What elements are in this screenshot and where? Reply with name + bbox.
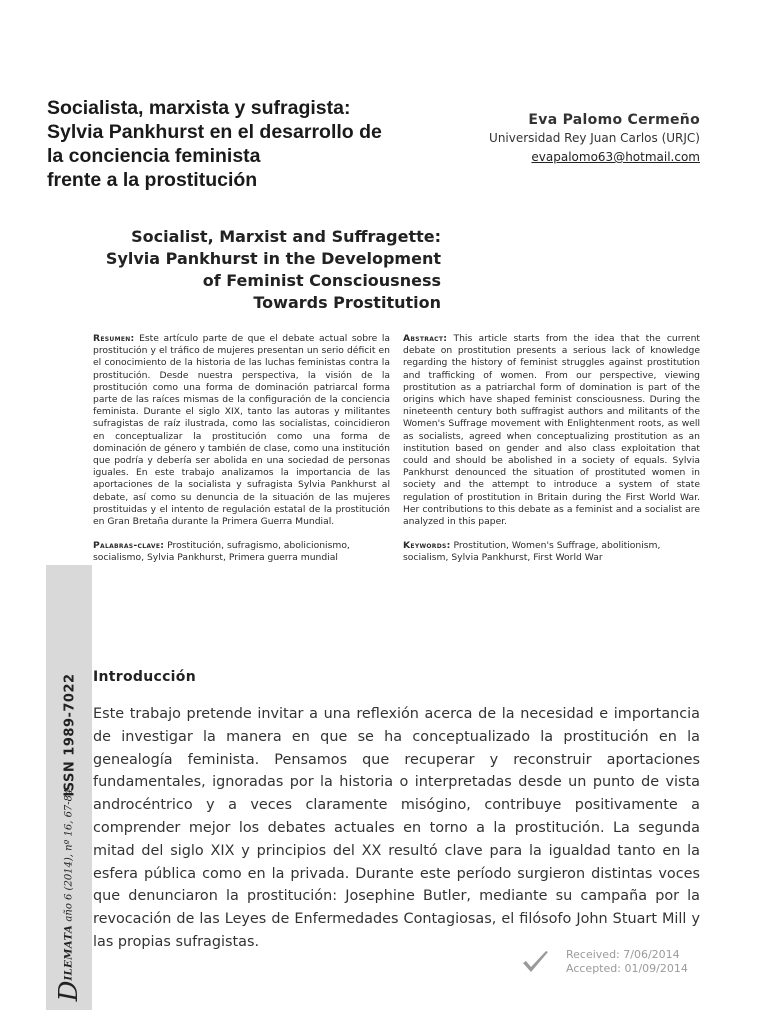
journal-issue-info: año 6 (2014), nº 16, 67-84 — [63, 788, 75, 922]
english-title-line: of Feminist Consciousness — [202, 271, 441, 290]
keywords-text: Prostitution, Women's Suffrage, abolitionism, socialism, Sylvia Pankhurst, First World War — [403, 540, 661, 564]
spanish-title-line: la conciencia feminista — [47, 145, 261, 167]
introduccion-body: Este trabajo pretende invitar a una reflexión acerca de la necesidad e importancia de investigar la manera en que se ha conceptualizado la prostitución en la genealogía feminista. Pensamos que recuperar y reconstruir aportaciones fundamentales, ignoradas por la historia o interpretadas desde un punto de vista androcéntrico y a veces claramente misógino, contribuye positivamente a comprender mejor los debates actuales en torno a la prostitución. La segunda mitad del siglo XIX y principios del XX resultó clave para la igualdad tanto en la esfera pública como en la privada. Durante este período surgieron distintas voces que denunciaron la prostitución: Josephine Butler, mediante su campaña por la revocación de las Leyes de Enfermedades Contagiosas, el filósofo John Stuart Mill y las propias sufragistas. — [93, 706, 700, 950]
abstract-paragraph — [403, 333, 700, 528]
keywords-label: Keywords: — [403, 540, 451, 552]
journal-info-container — [48, 780, 90, 1010]
spanish-abstract-column — [93, 333, 390, 565]
introduccion-heading: Introducción — [93, 669, 196, 685]
resumen-paragraph — [93, 333, 390, 528]
english-title-line: Sylvia Pankhurst in the Development — [105, 249, 441, 268]
spanish-title-line: frente a la prostitución — [47, 169, 258, 191]
author-name: Eva Palomo Cermeño — [528, 112, 700, 128]
english-title-line: Socialist, Marxist and Suffragette: — [131, 227, 441, 246]
spanish-title-line: Socialista, marxista y sufragista: — [47, 97, 351, 119]
spanish-title — [47, 96, 447, 192]
resumen-label: Resumen: — [93, 333, 135, 344]
checkmark-icon — [520, 948, 550, 976]
author-block — [489, 112, 700, 165]
accepted-date: Accepted: 01/09/2014 — [566, 962, 688, 975]
journal-name: ILEMATA — [63, 924, 75, 981]
journal-logo-initial: D — [54, 980, 84, 1002]
journal-logo — [54, 789, 84, 1002]
received-date: Received: 7/06/2014 — [566, 948, 680, 961]
palabras-clave-label: Palabras-clave: — [93, 540, 165, 552]
palabras-clave-paragraph — [93, 540, 390, 564]
english-abstract-column — [403, 333, 700, 565]
palabras-clave-text: Prostitución, sufragismo, abolicionismo, socialismo, Sylvia Pankhurst, Primera guerra mundial — [93, 540, 350, 564]
abstract-text: This article starts from the idea that the current debate on prostitution presents a serious lack of knowledge regarding the history of feminist struggles against prostitution and trafficking of women. From our perspective, viewing prostitution as a patriarchal form of domination is part of the origins which have shaped feminist consciousness. During the nineteenth century both suffragist authors and militants of the Women's Suffrage movement with Enlightenment roots, as well as socialists, agreed when conceptualizing prostitution as an institution based on gender and also class exploitation that could and should be abolished in a society of equals. Sylvia Pankhurst denounced the situation of prostituted women in society and the attempt to introduce a system of state regulation of prostitution in Britain during the First World War. Her contributions to this debate as a feminist and a socialist are analyzed in this paper. — [403, 333, 701, 528]
author-email-link[interactable]: evapalomo63@hotmail.com — [531, 150, 700, 164]
english-title-line: Towards Prostitution — [253, 293, 441, 312]
submission-dates — [566, 948, 688, 976]
issn-label: ISSN 1989-7022 — [62, 673, 78, 797]
author-affiliation: Universidad Rey Juan Carlos (URJC) — [489, 131, 700, 145]
abstract-label: Abstract: — [403, 333, 448, 344]
resumen-text: Este artículo parte de que el debate actual sobre la prostitución y el tráfico de mujeres presentan un serio déficit en el conocimiento de la historia de las luchas feministas contra la prostitución. Desde nuestra perspectiva, la visión de la prostitución como una forma de dominación patriarcal forma parte de las raíces mismas de la configuración de la conciencia feminista. Durante el siglo XIX, tanto las autoras y militantes sufragistas de raíz ilustrada, como las socialistas, coincidieron en conceptualizar la prostitución como una forma de dominación de género y también de clase, como una institución que podría y debería ser abolida en una sociedad de personas iguales. En este trabajo analizamos la importancia de las aportaciones de la socialista y sufragista Sylvia Pankhurst al debate, así como su denuncia de la situación de las mujeres prostituidas y el intento de regulación estatal de la prostitución en Gran Bretaña durante la Primera Guerra Mundial. — [93, 333, 391, 528]
english-title — [106, 226, 441, 314]
keywords-paragraph — [403, 540, 700, 564]
spanish-title-line: Sylvia Pankhurst en el desarrollo de — [47, 121, 382, 143]
